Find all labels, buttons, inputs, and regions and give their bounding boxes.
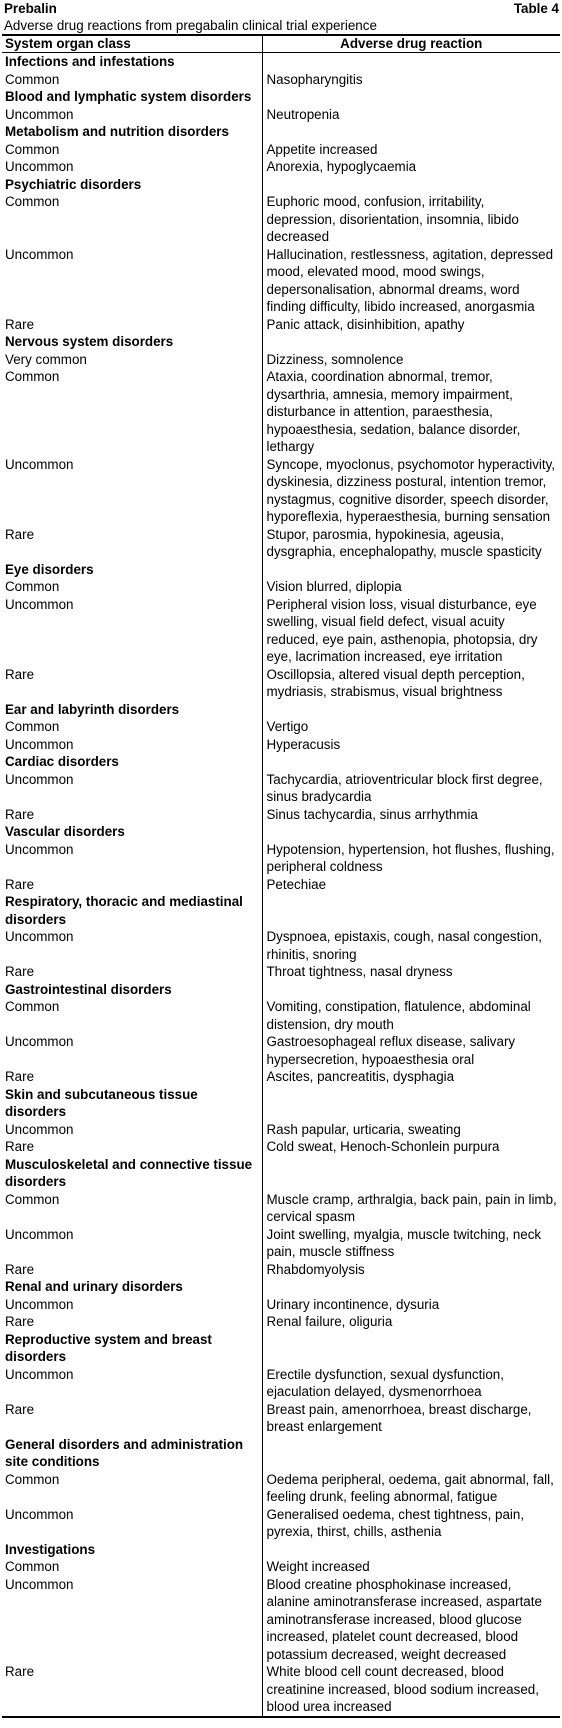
reaction-cell: Syncope, myoclonus, psychomotor hyperactivity, dyskinesia, dizziness postural, intention tremor, nystagmus, cognitive disorder, speech disorder, hyporeflexia, hyperaesthesia, burning sensation xyxy=(262,456,560,526)
section-reaction-spacer xyxy=(262,1331,560,1366)
section-heading: Metabolism and nutrition disorders xyxy=(5,124,229,139)
table-row xyxy=(2,1471,560,1506)
section-row xyxy=(2,701,560,719)
section-reaction-spacer xyxy=(262,123,560,141)
section-row xyxy=(2,1436,560,1471)
reaction-cell: Tachycardia, atrioventricular block first degree, sinus bradycardia xyxy=(262,771,560,806)
reaction-cell: Blood creatine phosphokinase increased, alanine aminotransferase increased, aspartate aminotransferase increased, blood glucose increased, platelet count decreased, blood potassium decreased, weight decreased xyxy=(262,1576,560,1664)
reaction-cell: Dizziness, somnolence xyxy=(262,351,560,369)
column-header-reaction: Adverse drug reaction xyxy=(262,35,560,53)
section-heading: Renal and urinary disorders xyxy=(5,1279,183,1294)
table-row xyxy=(2,876,560,894)
reaction-cell: Ascites, pancreatitis, dysphagia xyxy=(262,1068,560,1086)
section-heading: Reproductive system and breast disorders xyxy=(5,1331,212,1364)
reaction-cell: Ataxia, coordination abnormal, tremor, dysarthria, amnesia, memory impairment, disturbance in attention, paraesthesia, hypoaesthesia, sedation, balance disorder, lethargy xyxy=(262,368,560,456)
section-heading: General disorders and administration site conditions xyxy=(5,1436,244,1469)
table-row xyxy=(2,106,560,124)
reaction-cell: Oedema peripheral, oedema, gait abnormal, fall, feeling drunk, feeling abnormal, fatigue xyxy=(262,1471,560,1506)
reaction-cell: Panic attack, disinhibition, apathy xyxy=(262,316,560,334)
frequency-cell: Common xyxy=(5,71,60,87)
frequency-cell: Uncommon xyxy=(5,1366,74,1382)
reaction-cell: Erectile dysfunction, sexual dysfunction, ejaculation delayed, dysmenorrhoea xyxy=(262,1366,560,1401)
reaction-cell: Appetite increased xyxy=(262,141,560,159)
section-row xyxy=(2,981,560,999)
frequency-cell: Rare xyxy=(5,1261,35,1277)
section-row xyxy=(2,53,560,71)
frequency-cell: Very common xyxy=(5,351,87,367)
table-row xyxy=(2,1226,560,1261)
table-header-row xyxy=(2,35,560,53)
section-reaction-spacer xyxy=(262,333,560,351)
section-reaction-spacer xyxy=(262,753,560,771)
frequency-cell: Rare xyxy=(5,1069,35,1084)
section-heading: Ear and labyrinth disorders xyxy=(5,701,180,717)
table-row xyxy=(2,928,560,963)
product-name: Prebalin xyxy=(4,1,57,16)
table-row xyxy=(2,1366,560,1401)
frequency-cell: Common xyxy=(5,719,60,734)
reaction-cell: Hypotension, hypertension, hot flushes, flushing, peripheral coldness xyxy=(262,841,560,876)
table-row xyxy=(2,158,560,176)
reaction-cell: Nasopharyngitis xyxy=(262,71,560,89)
table-row xyxy=(2,666,560,701)
frequency-cell: Rare xyxy=(5,1139,35,1154)
frequency-cell: Uncommon xyxy=(5,596,74,612)
section-heading: Respiratory, thoracic and mediastinal disorders xyxy=(5,894,243,927)
reaction-cell: Hallucination, restlessness, agitation, depressed mood, elevated mood, mood swings, depersonalisation, abnormal dreams, word finding difficulty, libido increased, anorgasmia xyxy=(262,246,560,316)
reaction-cell: Throat tightness, nasal dryness xyxy=(262,963,560,981)
frequency-cell: Uncommon xyxy=(5,841,74,857)
reaction-cell: Stupor, parosmia, hypokinesia, ageusia, dysgraphia, encephalopathy, muscle spasticity xyxy=(262,526,560,561)
section-reaction-spacer xyxy=(262,53,560,71)
reaction-cell: Cold sweat, Henoch-Schonlein purpura xyxy=(262,1138,560,1156)
table-row xyxy=(2,718,560,736)
frequency-cell: Uncommon xyxy=(5,159,74,174)
table-row xyxy=(2,71,560,89)
frequency-cell: Rare xyxy=(5,526,35,542)
section-heading: Investigations xyxy=(5,1541,96,1557)
frequency-cell: Uncommon xyxy=(5,1576,74,1592)
table-row xyxy=(2,368,560,456)
table-row xyxy=(2,1296,560,1314)
frequency-cell: Common xyxy=(5,369,60,384)
reaction-cell: Hyperacusis xyxy=(262,736,560,754)
frequency-cell: Common xyxy=(5,579,60,594)
table-row xyxy=(2,1313,560,1331)
table-row xyxy=(2,596,560,666)
section-heading: Infections and infestations xyxy=(5,54,175,69)
section-heading: Eye disorders xyxy=(5,561,94,577)
reaction-cell: Peripheral vision loss, visual disturbance, eye swelling, visual field defect, visual acuity reduced, eye pain, asthenopia, photopsia, dry eye, lacrimation increased, eye irritation xyxy=(262,596,560,666)
table-row xyxy=(2,1261,560,1279)
section-row xyxy=(2,1278,560,1296)
frequency-cell: Common xyxy=(5,1191,60,1207)
section-reaction-spacer xyxy=(262,1436,560,1471)
table-row xyxy=(2,246,560,316)
frequency-cell: Uncommon xyxy=(5,456,74,472)
table-row xyxy=(2,316,560,334)
reaction-cell: Rhabdomyolysis xyxy=(262,1261,560,1279)
reaction-cell: Neutropenia xyxy=(262,106,560,124)
frequency-cell: Common xyxy=(5,999,60,1014)
table-row xyxy=(2,1191,560,1226)
table-row xyxy=(2,1576,560,1664)
table-row xyxy=(2,998,560,1033)
frequency-cell: Uncommon xyxy=(5,1121,74,1137)
table-row xyxy=(2,193,560,246)
section-reaction-spacer xyxy=(262,823,560,841)
frequency-cell: Uncommon xyxy=(5,246,74,262)
frequency-cell: Rare xyxy=(5,1401,35,1417)
frequency-cell: Rare xyxy=(5,1314,35,1329)
table-row xyxy=(2,806,560,824)
section-reaction-spacer xyxy=(262,1156,560,1191)
reaction-cell: Sinus tachycardia, sinus arrhythmia xyxy=(262,806,560,824)
frequency-cell: Rare xyxy=(5,876,35,892)
section-row xyxy=(2,753,560,771)
section-reaction-spacer xyxy=(262,701,560,719)
reaction-cell: Rash papular, urticaria, sweating xyxy=(262,1121,560,1139)
frequency-cell: Common xyxy=(5,194,60,209)
table-caption: Adverse drug reactions from pregabalin clinical trial experience xyxy=(4,18,377,33)
section-row xyxy=(2,176,560,194)
table-row xyxy=(2,1033,560,1068)
table-row xyxy=(2,771,560,806)
section-heading: Psychiatric disorders xyxy=(5,176,142,192)
reaction-cell: Vertigo xyxy=(262,718,560,736)
section-reaction-spacer xyxy=(262,176,560,194)
frequency-cell: Uncommon xyxy=(5,106,74,122)
reaction-cell: Gastroesophageal reflux disease, salivary hypersecretion, hypoaesthesia oral xyxy=(262,1033,560,1068)
reaction-cell: Muscle cramp, arthralgia, back pain, pain in limb, cervical spasm xyxy=(262,1191,560,1226)
frequency-cell: Rare xyxy=(5,964,35,979)
reaction-cell: Anorexia, hypoglycaemia xyxy=(262,158,560,176)
section-heading: Cardiac disorders xyxy=(5,754,119,769)
section-heading: Gastrointestinal disorders xyxy=(5,981,172,997)
section-row xyxy=(2,893,560,928)
frequency-cell: Rare xyxy=(5,1664,35,1679)
table-row xyxy=(2,141,560,159)
reaction-cell: Vomiting, constipation, flatulence, abdominal distension, dry mouth xyxy=(262,998,560,1033)
section-row xyxy=(2,333,560,351)
frequency-cell: Uncommon xyxy=(5,1506,74,1522)
frequency-cell: Rare xyxy=(5,316,35,332)
section-reaction-spacer xyxy=(262,1278,560,1296)
reaction-cell: Urinary incontinence, dysuria xyxy=(262,1296,560,1314)
reaction-cell: Dyspnoea, epistaxis, cough, nasal congestion, rhinitis, snoring xyxy=(262,928,560,963)
section-row xyxy=(2,88,560,106)
table-body xyxy=(2,53,560,1717)
section-heading: Skin and subcutaneous tissue disorders xyxy=(5,1086,198,1119)
reaction-cell: White blood cell count decreased, blood creatinine increased, blood sodium increased, blood urea increased xyxy=(262,1663,560,1717)
document-header xyxy=(1,0,561,17)
frequency-cell: Uncommon xyxy=(5,1226,74,1242)
table-row xyxy=(2,1558,560,1576)
section-row xyxy=(2,123,560,141)
section-reaction-spacer xyxy=(262,981,560,999)
section-reaction-spacer xyxy=(262,561,560,579)
table-row xyxy=(2,1401,560,1436)
section-row xyxy=(2,1086,560,1121)
section-row xyxy=(2,823,560,841)
table-row xyxy=(2,578,560,596)
section-heading: Musculoskeletal and connective tissue disorders xyxy=(5,1156,253,1189)
reaction-cell: Euphoric mood, confusion, irritability, depression, disorientation, insomnia, libido decreased xyxy=(262,193,560,246)
section-reaction-spacer xyxy=(262,1086,560,1121)
frequency-cell: Rare xyxy=(5,806,35,822)
table-row xyxy=(2,963,560,981)
section-row xyxy=(2,1541,560,1559)
table-label: Table 4 xyxy=(513,1,559,16)
reaction-cell: Weight increased xyxy=(262,1558,560,1576)
frequency-cell: Common xyxy=(5,1471,60,1487)
reaction-cell: Renal failure, oliguria xyxy=(262,1313,560,1331)
frequency-cell: Uncommon xyxy=(5,736,74,752)
table-row xyxy=(2,1121,560,1139)
reaction-cell: Oscillopsia, altered visual depth perception, mydriasis, strabismus, visual brightness xyxy=(262,666,560,701)
reaction-cell: Vision blurred, diplopia xyxy=(262,578,560,596)
section-row xyxy=(2,1331,560,1366)
section-heading: Nervous system disorders xyxy=(5,334,174,349)
section-reaction-spacer xyxy=(262,88,560,106)
reaction-cell: Generalised oedema, chest tightness, pain, pyrexia, thirst, chills, asthenia xyxy=(262,1506,560,1541)
frequency-cell: Common xyxy=(5,141,60,157)
adverse-reactions-table xyxy=(2,34,560,1718)
table-row xyxy=(2,736,560,754)
column-header-soc: System organ class xyxy=(2,35,262,53)
section-row xyxy=(2,1156,560,1191)
section-heading: Blood and lymphatic system disorders xyxy=(5,89,252,104)
section-row xyxy=(2,561,560,579)
table-row xyxy=(2,841,560,876)
section-reaction-spacer xyxy=(262,893,560,928)
frequency-cell: Rare xyxy=(5,666,35,682)
table-row xyxy=(2,1138,560,1156)
frequency-cell: Uncommon xyxy=(5,771,74,787)
table-row xyxy=(2,1506,560,1541)
table-row xyxy=(2,1068,560,1086)
reaction-cell: Joint swelling, myalgia, muscle twitching, neck pain, muscle stiffness xyxy=(262,1226,560,1261)
section-heading: Vascular disorders xyxy=(5,824,125,839)
section-reaction-spacer xyxy=(262,1541,560,1559)
table-row xyxy=(2,351,560,369)
table-row xyxy=(2,526,560,561)
frequency-cell: Uncommon xyxy=(5,929,74,944)
frequency-cell: Uncommon xyxy=(5,1296,74,1312)
table-row xyxy=(2,456,560,526)
reaction-cell: Breast pain, amenorrhoea, breast discharge, breast enlargement xyxy=(262,1401,560,1436)
frequency-cell: Uncommon xyxy=(5,1034,74,1049)
table-row xyxy=(2,1663,560,1717)
reaction-cell: Petechiae xyxy=(262,876,560,894)
frequency-cell: Common xyxy=(5,1559,60,1574)
